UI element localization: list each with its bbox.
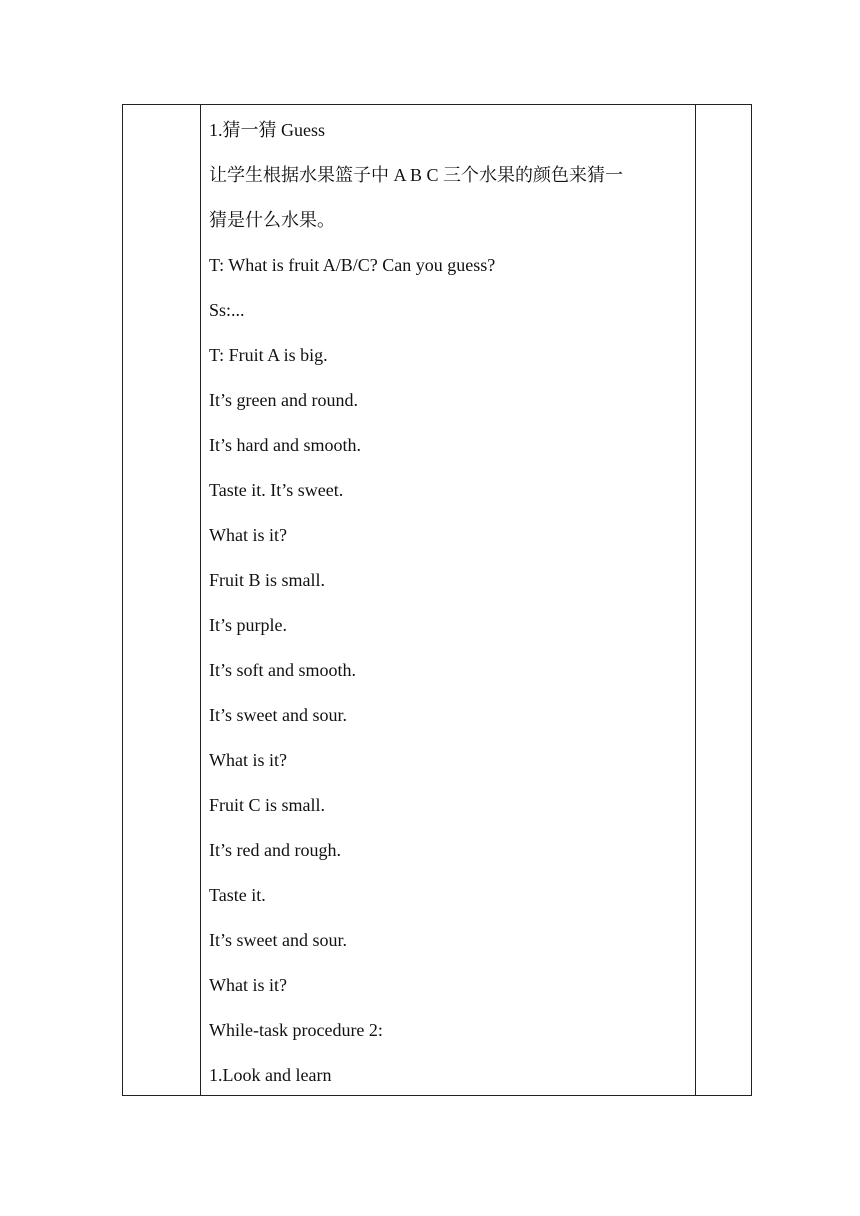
- text-line: 1.Look and learn: [209, 1065, 332, 1085]
- text-line: It’s sweet and sour.: [209, 705, 347, 725]
- text-line: Fruit C is small.: [209, 795, 326, 815]
- text-line: T: What is fruit A/B/C? Can you guess?: [209, 255, 496, 275]
- text-line: What is it?: [209, 525, 287, 545]
- left-empty-cell: [123, 105, 200, 1095]
- text-line: 让学生根据水果篮子中 A B C 三个水果的颜色来猜一: [209, 165, 624, 185]
- text-line: 猜是什么水果。: [209, 210, 335, 230]
- text-line: 1.猜一猜 Guess: [209, 120, 325, 140]
- text-line: It’s soft and smooth.: [209, 660, 356, 680]
- text-line: Ss:...: [209, 300, 245, 320]
- procedure-content-cell: [201, 105, 695, 1095]
- text-line: Fruit B is small.: [209, 570, 326, 590]
- text-line: While-task procedure 2:: [209, 1020, 383, 1040]
- text-line: Taste it.: [209, 885, 266, 905]
- text-line: It’s purple.: [209, 615, 287, 635]
- text-line: What is it?: [209, 750, 287, 770]
- lesson-plan-table: [122, 104, 752, 1096]
- text-line: It’s hard and smooth.: [209, 435, 361, 455]
- right-empty-cell: [696, 105, 752, 1095]
- text-line: It’s green and round.: [209, 390, 358, 410]
- text-line: It’s sweet and sour.: [209, 930, 347, 950]
- text-line: It’s red and rough.: [209, 840, 341, 860]
- text-line: Taste it. It’s sweet.: [209, 480, 344, 500]
- text-line: T: Fruit A is big.: [209, 345, 328, 365]
- text-line: What is it?: [209, 975, 287, 995]
